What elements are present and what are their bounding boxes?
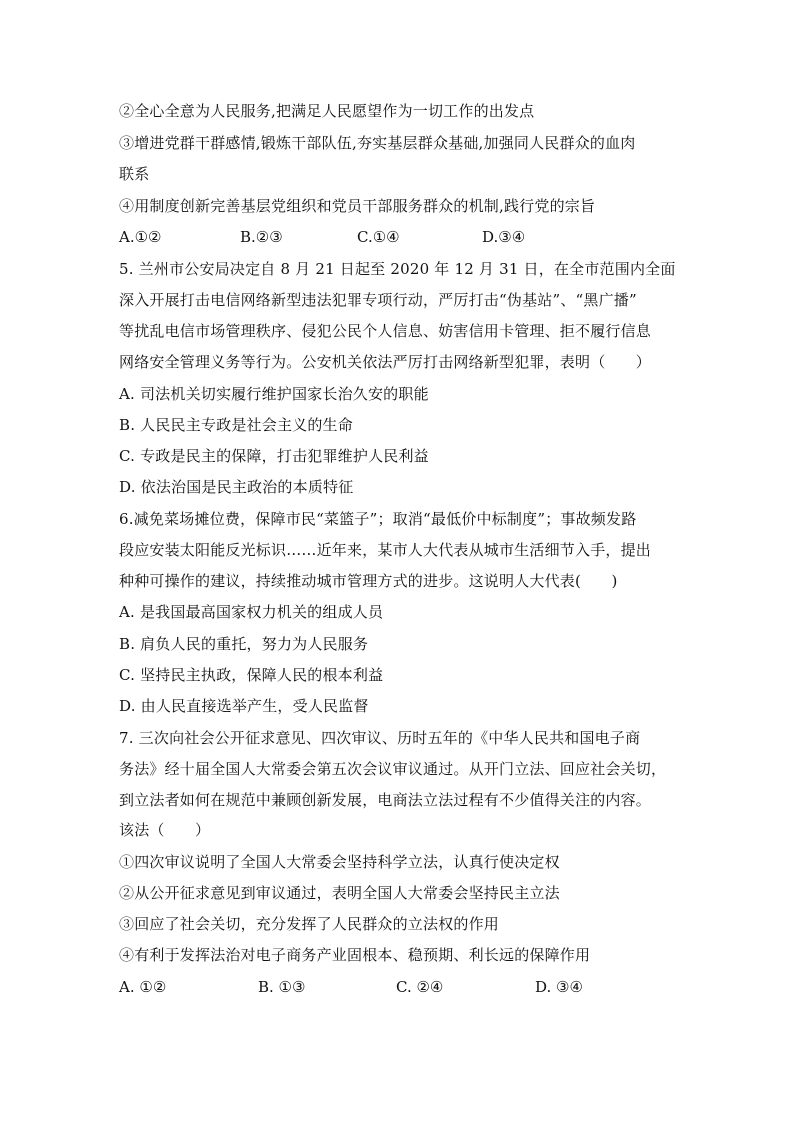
q4-statement-2: ②全心全意为人民服务,把满足人民愿望作为一切工作的出发点	[119, 102, 535, 120]
q4-option-b: B.②③	[240, 228, 283, 246]
q7-option-d: D. ③④	[535, 978, 583, 996]
q4-statement-3-cont: 联系	[119, 165, 150, 183]
q7-statement-1: ①四次审议说明了全国人大常委会坚持科学立法，认真行使决定权	[119, 853, 560, 871]
q4-option-d: D.③④	[482, 228, 526, 246]
q6-stem-line-3: 种种可操作的建议，持续推动城市管理方式的进步。这说明人大代表( )	[119, 572, 618, 590]
q7-stem-line-2: 务法》经十届全国人大常委会第五次会议审议通过。从开门立法、回应社会关切，	[119, 760, 667, 778]
q5-option-d: D. 依法治国是民主政治的本质特征	[119, 478, 354, 496]
q6-stem-line-2: 段应安装太阳能反光标识……近年来，某市人大代表从城市生活细节入手，提出	[119, 541, 652, 559]
q7-statement-3: ③回应了社会关切，充分发挥了人民群众的立法权的作用	[119, 915, 500, 933]
q7-stem-line-3: 到立法者如何在规范中兼顾创新发展，电商法立法过程有不少值得关注的内容。	[119, 791, 652, 809]
q7-option-c: C. ②④	[396, 978, 444, 996]
q4-option-a: A.①②	[119, 228, 162, 246]
q7-option-a: A. ①②	[119, 978, 167, 996]
q7-statement-4: ④有利于发挥法治对电子商务产业固根本、稳预期、利长远的保障作用	[119, 946, 591, 964]
q7-stem-line-1: 7. 三次向社会公开征求意见、四次审议、历时五年的《中华人民共和国电子商	[119, 729, 641, 747]
q4-statement-4: ④用制度创新完善基层党组织和党员干部服务群众的机制,践行党的宗旨	[119, 197, 596, 215]
q5-option-b: B. 人民民主专政是社会主义的生命	[119, 416, 353, 434]
q5-stem-line-2: 深入开展打击电信网络新型违法犯罪专项行动，严厉打击“伪基站”、“黑广播”	[119, 291, 637, 309]
q7-option-b: B. ①③	[258, 978, 306, 996]
q4-statement-3: ③增进党群干群感情,锻炼干部队伍,夯实基层群众基础,加强同人民群众的血肉	[119, 134, 636, 152]
q5-option-c: C. 专政是民主的保障，打击犯罪维护人民利益	[119, 447, 429, 465]
q5-stem-line-3: 等扰乱电信市场管理秩序、侵犯公民个人信息、妨害信用卡管理、拒不履行信息	[119, 322, 652, 340]
q7-statement-2: ②从公开征求意见到审议通过，表明全国人大常委会坚持民主立法	[119, 884, 560, 902]
q6-stem-line-1: 6.减免菜场摊位费，保障市民“菜篮子”；取消“最低价中标制度”；事故频发路	[119, 510, 637, 528]
q7-stem-line-4: 该法（ ）	[119, 821, 211, 839]
q5-stem-line-1: 5. 兰州市公安局决定自 8 月 21 日起至 2020 年 12 月 31 日，在全市范围内全面	[119, 260, 676, 278]
q6-option-d: D. 由人民直接选举产生，受人民监督	[119, 697, 369, 715]
q6-option-c: C. 坚持民主执政，保障人民的根本利益	[119, 666, 384, 684]
q6-option-b: B. 肩负人民的重托，努力为人民服务	[119, 635, 369, 653]
q5-option-a: A. 司法机关切实履行维护国家长治久安的职能	[119, 385, 429, 403]
q4-option-c: C.①④	[357, 228, 400, 246]
q5-stem-line-4: 网络安全管理义务等行为。公安机关依法严厉打击网络新型犯罪，表明（ ）	[119, 353, 652, 371]
q6-option-a: A. 是我国最高国家权力机关的组成人员	[119, 603, 384, 621]
